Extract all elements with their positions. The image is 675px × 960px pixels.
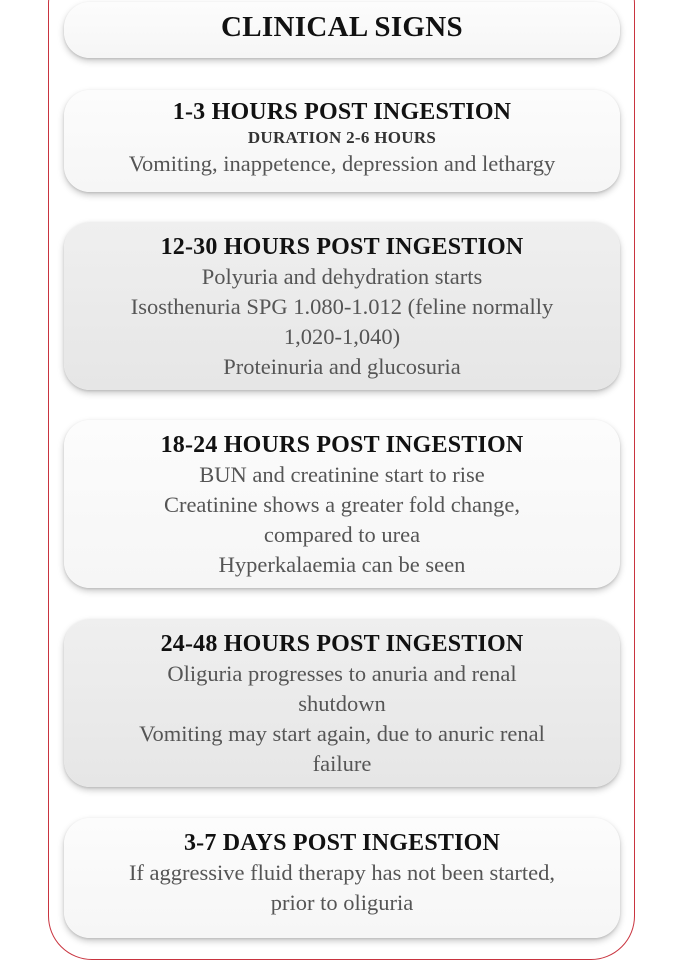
stage-card-3-7-days [64,818,620,938]
page-title: CLINICAL SIGNS [221,11,463,43]
stage-duration: DURATION 2-6 HOURS [247,128,437,147]
stage-sign: Creatinine shows a greater fold change, [163,492,521,517]
stage-sign: BUN and creatinine start to rise [199,462,485,487]
stage-sign: Hyperkalaemia can be seen [218,552,466,577]
stage-sign: compared to urea [263,522,421,547]
stage-card-24-48-hours [64,619,620,787]
stage-card-18-24-hours [64,420,620,588]
stage-heading: 24-48 HOURS POST INGESTION [160,631,524,657]
stage-sign: failure [312,751,372,776]
stage-heading: 3-7 DAYS POST INGESTION [183,830,501,856]
stage-sign: Polyuria and dehydration starts [201,264,483,289]
stage-heading: 18-24 HOURS POST INGESTION [160,432,524,458]
stage-sign: Isosthenuria SPG 1.080-1.012 (feline normally [130,294,554,319]
stage-sign: shutdown [298,691,386,716]
stage-sign: Vomiting may start again, due to anuric renal [139,721,545,746]
stage-sign: Proteinuria and glucosuria [223,354,461,379]
stage-sign: Oliguria progresses to anuria and renal [167,661,517,686]
stage-heading: 12-30 HOURS POST INGESTION [160,234,524,260]
stage-card-1-3-hours [64,90,620,192]
stage-card-12-30-hours [64,222,620,390]
title-card [64,2,620,58]
stage-sign: prior to oliguria [270,890,414,915]
stage-sign: 1,020-1,040) [283,324,401,349]
stage-heading: 1-3 HOURS POST INGESTION [172,99,512,125]
stage-sign: If aggressive fluid therapy has not been started, [128,860,556,885]
stage-sign: Vomiting, inappetence, depression and lethargy [128,151,556,176]
